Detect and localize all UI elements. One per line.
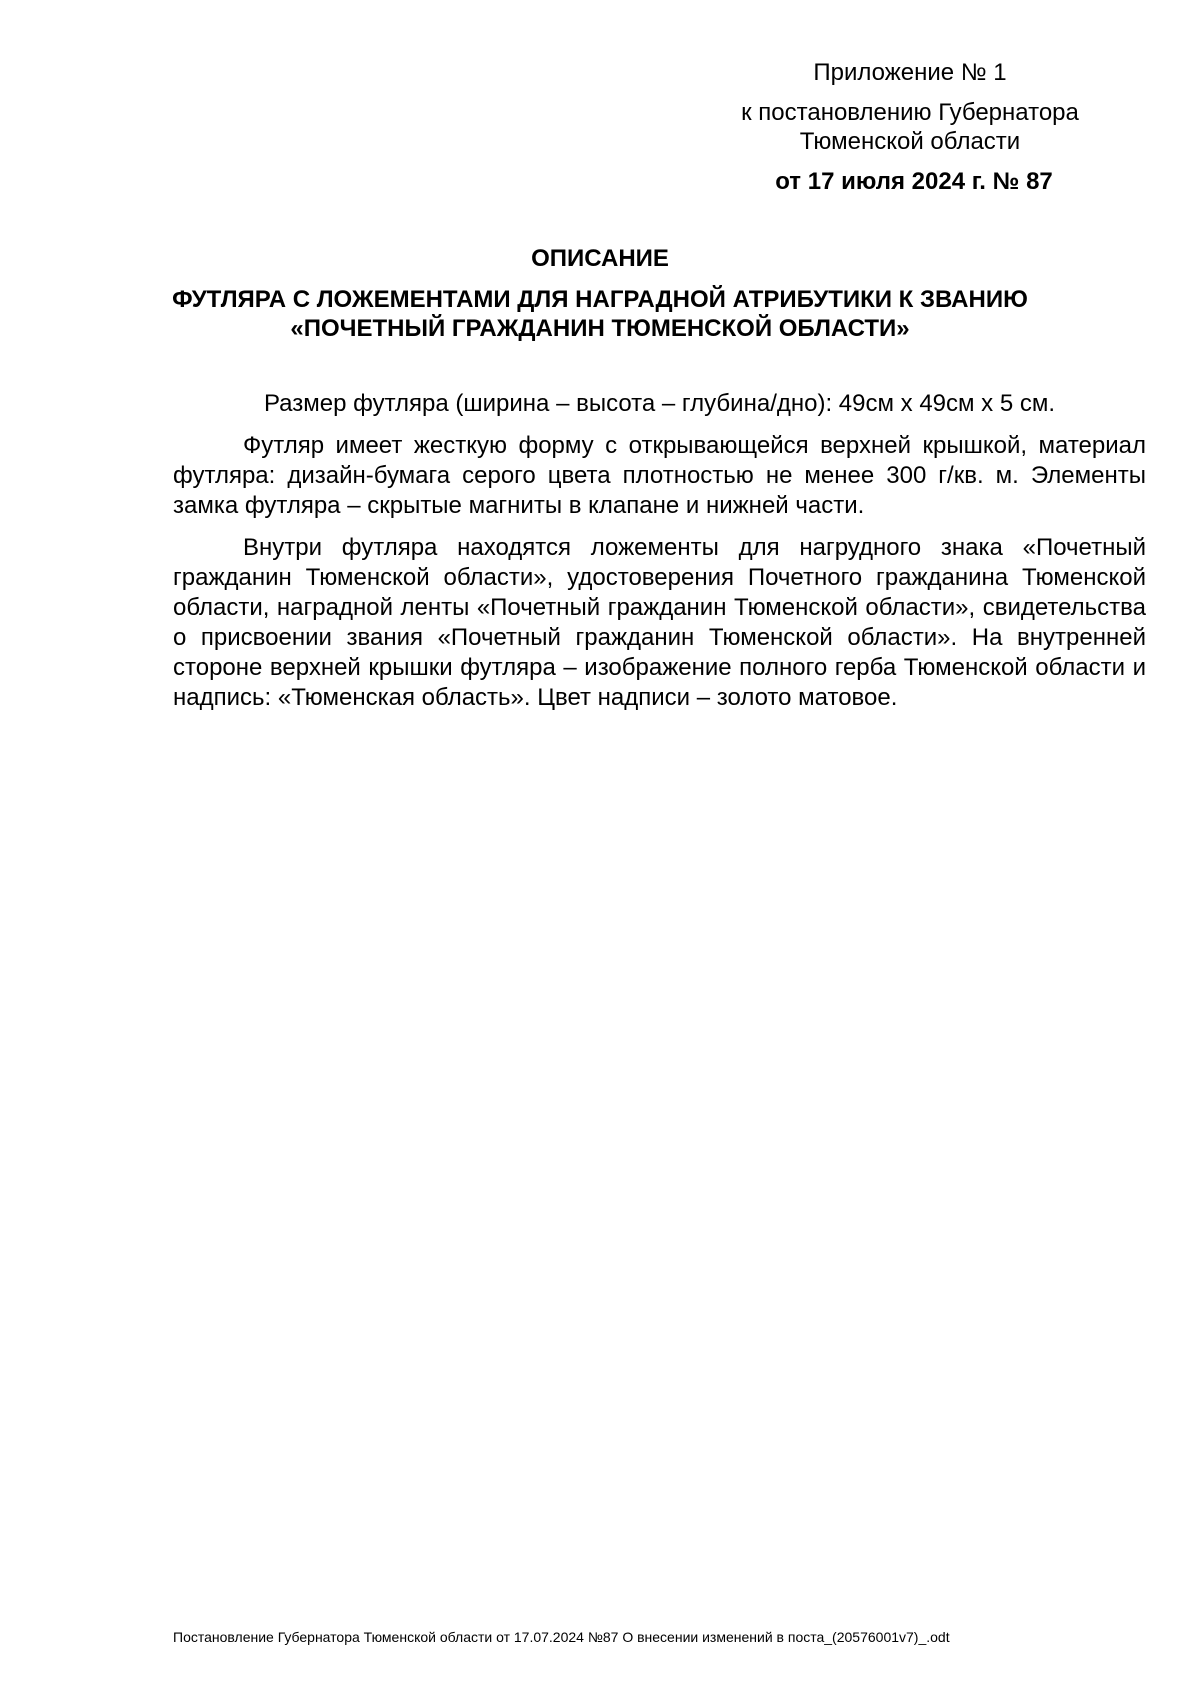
paragraph-contents: Внутри футляра находятся ложементы для нагрудного знака «Почетный гражданин Тюменской области», удостоверения Почетного гражданина Тюменской области, наградной ленты «Почетный гражданин Тюменской области», свидетельства о присвоении звания «Почетный гражданин Тюменской области». На внутренней стороне верхней крышки футляра – изображение полного герба Тюменской области и надпись: «Тюменская область». Цвет надписи – золото матовое. <box>173 534 1146 711</box>
document-body <box>173 389 1146 725</box>
appendix-reference: к постановлению Губернатора Тюменской области <box>741 99 1079 155</box>
title-subtitle: ФУТЛЯРА С ЛОЖЕМЕНТАМИ ДЛЯ НАГРАДНОЙ АТРИБУТИКИ К ЗВАНИЮ «ПОЧЕТНЫЙ ГРАЖДАНИН ТЮМЕНСКОЙ ОБЛАСТИ» <box>172 286 1028 342</box>
appendix-date-number: от 17 июля 2024 г. № 87 <box>775 168 1053 195</box>
footer-file-name: Постановление Губернатора Тюменской области от 17.07.2024 №87 О внесении изменений в поста_(20576001v7)_.odt <box>173 1629 950 1645</box>
appendix-number: Приложение № 1 <box>813 59 1007 86</box>
document-title <box>150 244 1050 343</box>
paragraph-material: Футляр имеет жесткую форму с открывающейся верхней крышкой, материал футляра: дизайн-бумага серого цвета плотностью не менее 300 г/кв. м. Элементы замка футляра – скрытые магниты в клапане и нижней части. <box>173 432 1146 519</box>
paragraph-size: Размер футляра (ширина – высота – глубина/дно): 49см х 49см х 5 см. <box>263 390 1056 417</box>
appendix-header <box>700 58 1120 196</box>
title-main: ОПИСАНИЕ <box>531 245 669 272</box>
